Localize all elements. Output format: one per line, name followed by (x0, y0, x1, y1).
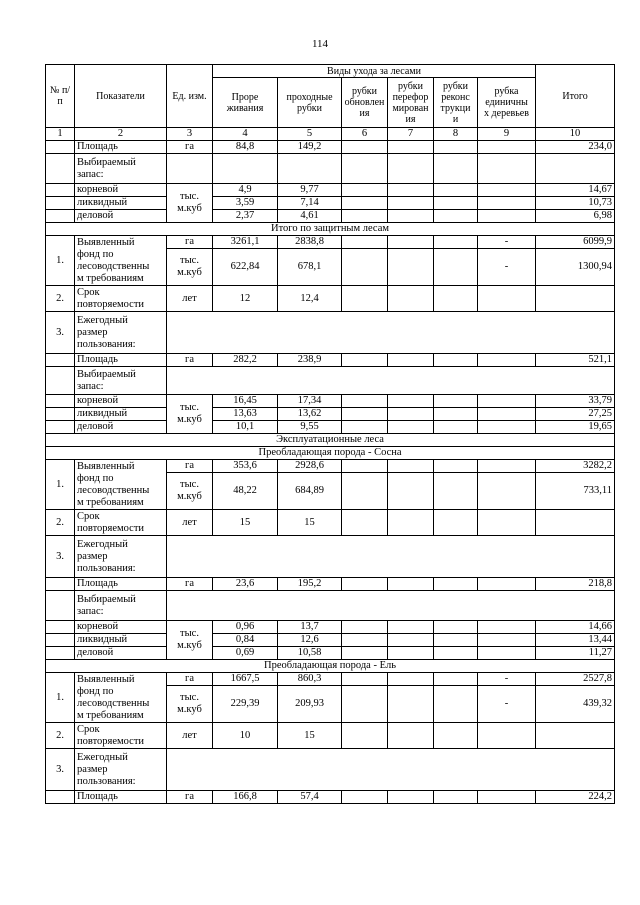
header-type-renewal-cutting: рубки обновлен ия (342, 78, 388, 128)
table-row (46, 141, 615, 154)
table-row (46, 367, 615, 395)
row-label-annual: Ежегодный размер пользования: (75, 312, 167, 354)
total-cell: 11,27 (536, 647, 615, 660)
row-label-period: Срок повторяемости (75, 723, 167, 749)
header-row-group (46, 65, 615, 78)
value-cell: 2928,6 (278, 460, 342, 473)
value-cell: 16,45 (213, 395, 278, 408)
value-cell: 4,61 (278, 210, 342, 223)
value-cell: 57,4 (278, 791, 342, 804)
row-label-root: корневой (75, 621, 167, 634)
value-cell: 13,62 (278, 408, 342, 421)
total-cell: 439,32 (536, 686, 615, 723)
value-cell: 84,8 (213, 141, 278, 154)
value-cell: 622,84 (213, 249, 278, 286)
row-label-harvest-stock: Выбираемый запас: (75, 591, 167, 621)
row-label-business: деловой (75, 421, 167, 434)
value-cell: 12,6 (278, 634, 342, 647)
total-cell: 224,2 (536, 791, 615, 804)
header-total: Итого (536, 65, 615, 128)
col-number: 10 (536, 128, 615, 141)
unit-cell: тыс. м.куб (167, 473, 213, 510)
table-row (46, 395, 615, 408)
unit-cell: тыс. м.куб (167, 184, 213, 223)
section-title-pine: Преобладающая порода - Сосна (46, 447, 615, 460)
table-row (46, 791, 615, 804)
header-type-thinning: Прорe живания (213, 78, 278, 128)
value-cell: 10,1 (213, 421, 278, 434)
total-cell: 19,65 (536, 421, 615, 434)
value-cell: 12 (213, 286, 278, 312)
row-label-fund: Выявленный фонд по лесоводственны м требованиям (75, 673, 167, 723)
value-cell: - (478, 686, 536, 723)
row-label-area: Площадь (75, 791, 167, 804)
page-number: 114 (311, 38, 329, 50)
unit-cell: лет (167, 286, 213, 312)
value-cell: 1667,5 (213, 673, 278, 686)
table-row (46, 621, 615, 634)
table-row (46, 154, 615, 184)
value-cell: 0,84 (213, 634, 278, 647)
row-label-liquid: ликвидный (75, 408, 167, 421)
row-number: 3. (46, 749, 75, 791)
total-cell: 521,1 (536, 354, 615, 367)
value-cell: 282,2 (213, 354, 278, 367)
row-number: 3. (46, 536, 75, 578)
table-row (46, 536, 615, 578)
value-cell: 13,63 (213, 408, 278, 421)
header-unit: Ед. изм. (167, 65, 213, 128)
total-cell: 13,44 (536, 634, 615, 647)
value-cell: 15 (213, 510, 278, 536)
table-row (46, 210, 615, 223)
value-cell: - (478, 249, 536, 286)
total-cell: 234,0 (536, 141, 615, 154)
row-number: 1. (46, 460, 75, 510)
table-row (46, 421, 615, 434)
row-label-harvest-stock: Выбираемый запас: (75, 367, 167, 395)
row-label-root: корневой (75, 184, 167, 197)
header-num: № п/п (46, 65, 75, 128)
table-row (46, 591, 615, 621)
total-cell: 10,73 (536, 197, 615, 210)
value-cell: 13,7 (278, 621, 342, 634)
row-number: 2. (46, 510, 75, 536)
unit-cell: тыс. м.куб (167, 686, 213, 723)
row-number: 1. (46, 673, 75, 723)
unit-cell: тыс. м.куб (167, 249, 213, 286)
section-title-row (46, 434, 615, 447)
value-cell: 166,8 (213, 791, 278, 804)
value-cell: 0,96 (213, 621, 278, 634)
total-cell: 733,11 (536, 473, 615, 510)
value-cell: 9,55 (278, 421, 342, 434)
section-title-row (46, 223, 615, 236)
value-cell: 48,22 (213, 473, 278, 510)
unit-cell: лет (167, 510, 213, 536)
row-number: 1. (46, 236, 75, 286)
value-cell: 353,6 (213, 460, 278, 473)
table-row (46, 647, 615, 660)
total-cell: 14,67 (536, 184, 615, 197)
value-cell: 195,2 (278, 578, 342, 591)
row-label-business: деловой (75, 210, 167, 223)
row-number: 2. (46, 723, 75, 749)
table-row (46, 723, 615, 749)
section-title-exploitation: Эксплуатационные леса (46, 434, 615, 447)
value-cell: 3261,1 (213, 236, 278, 249)
unit-cell: тыс. м.куб (167, 621, 213, 660)
header-type-single-tree-cutting: рубка единичны х деревьев (478, 78, 536, 128)
row-label-annual: Ежегодный размер пользования: (75, 536, 167, 578)
row-label-liquid: ликвидный (75, 197, 167, 210)
row-label-harvest-stock: Выбираемый запас: (75, 154, 167, 184)
section-title-row (46, 447, 615, 460)
unit-cell: лет (167, 723, 213, 749)
value-cell: 4,9 (213, 184, 278, 197)
col-number: 4 (213, 128, 278, 141)
total-cell: 1300,94 (536, 249, 615, 286)
value-cell: 2,37 (213, 210, 278, 223)
table-row (46, 312, 615, 354)
row-label-area: Площадь (75, 578, 167, 591)
row-label-annual: Ежегодный размер пользования: (75, 749, 167, 791)
table-row (46, 673, 615, 686)
row-label-area: Площадь (75, 141, 167, 154)
value-cell: 15 (278, 723, 342, 749)
section-title-protective: Итого по защитным лесам (46, 223, 615, 236)
row-label-fund: Выявленный фонд по лесоводственны м требованиям (75, 236, 167, 286)
total-cell: 218,8 (536, 578, 615, 591)
value-cell: 15 (278, 510, 342, 536)
value-cell: 149,2 (278, 141, 342, 154)
value-cell: 17,34 (278, 395, 342, 408)
unit-cell: га (167, 578, 213, 591)
header-care-types: Виды ухода за лесами (213, 65, 536, 78)
total-cell: 6099,9 (536, 236, 615, 249)
unit-cell: тыс. м.куб (167, 395, 213, 434)
value-cell: 2838,8 (278, 236, 342, 249)
table-row (46, 749, 615, 791)
value-cell: 7,14 (278, 197, 342, 210)
col-number: 6 (342, 128, 388, 141)
row-label-period: Срок повторяемости (75, 286, 167, 312)
value-cell: 860,3 (278, 673, 342, 686)
value-cell: 10,58 (278, 647, 342, 660)
table-row (46, 354, 615, 367)
unit-cell: га (167, 791, 213, 804)
table-row (46, 197, 615, 210)
col-number: 8 (434, 128, 478, 141)
value-cell: 12,4 (278, 286, 342, 312)
section-title-spruce: Преобладающая порода - Ель (46, 660, 615, 673)
row-label-business: деловой (75, 647, 167, 660)
value-cell: 209,93 (278, 686, 342, 723)
col-number: 9 (478, 128, 536, 141)
row-label-period: Срок повторяемости (75, 510, 167, 536)
total-cell: 14,66 (536, 621, 615, 634)
col-number: 7 (388, 128, 434, 141)
value-cell: 229,39 (213, 686, 278, 723)
value-cell: - (478, 673, 536, 686)
table-row (46, 578, 615, 591)
table-row (46, 184, 615, 197)
header-indicators: Показатели (75, 65, 167, 128)
header-type-reformation-cutting: рубки перефор мирован ия (388, 78, 434, 128)
table-row (46, 408, 615, 421)
table-row (46, 286, 615, 312)
unit-cell: га (167, 141, 213, 154)
row-label-fund: Выявленный фонд по лесоводственны м требованиям (75, 460, 167, 510)
value-cell: 684,89 (278, 473, 342, 510)
total-cell: 6,98 (536, 210, 615, 223)
table-row (46, 634, 615, 647)
unit-cell: га (167, 236, 213, 249)
unit-cell: га (167, 673, 213, 686)
header-type-reconstruction-cutting: рубки реконс трукци и (434, 78, 478, 128)
value-cell: 23,6 (213, 578, 278, 591)
value-cell: 678,1 (278, 249, 342, 286)
table-row (46, 510, 615, 536)
row-label-area: Площадь (75, 354, 167, 367)
value-cell: 238,9 (278, 354, 342, 367)
row-label-root: корневой (75, 395, 167, 408)
header-type-passage-cutting: проходные рубки (278, 78, 342, 128)
value-cell: - (478, 236, 536, 249)
value-cell: 9,77 (278, 184, 342, 197)
forest-care-table (45, 64, 615, 804)
total-cell: 3282,2 (536, 460, 615, 473)
col-number: 2 (75, 128, 167, 141)
total-cell: 2527,8 (536, 673, 615, 686)
col-number: 5 (278, 128, 342, 141)
row-label-liquid: ликвидный (75, 634, 167, 647)
unit-cell: га (167, 460, 213, 473)
row-number: 3. (46, 312, 75, 354)
unit-cell: га (167, 354, 213, 367)
value-cell: 0,69 (213, 647, 278, 660)
total-cell: 27,25 (536, 408, 615, 421)
col-number: 1 (46, 128, 75, 141)
section-title-row (46, 660, 615, 673)
value-cell: 3,59 (213, 197, 278, 210)
col-number: 3 (167, 128, 213, 141)
row-number: 2. (46, 286, 75, 312)
value-cell: 10 (213, 723, 278, 749)
table-row (46, 236, 615, 249)
column-numbers-row (46, 128, 615, 141)
table-row (46, 460, 615, 473)
total-cell: 33,79 (536, 395, 615, 408)
